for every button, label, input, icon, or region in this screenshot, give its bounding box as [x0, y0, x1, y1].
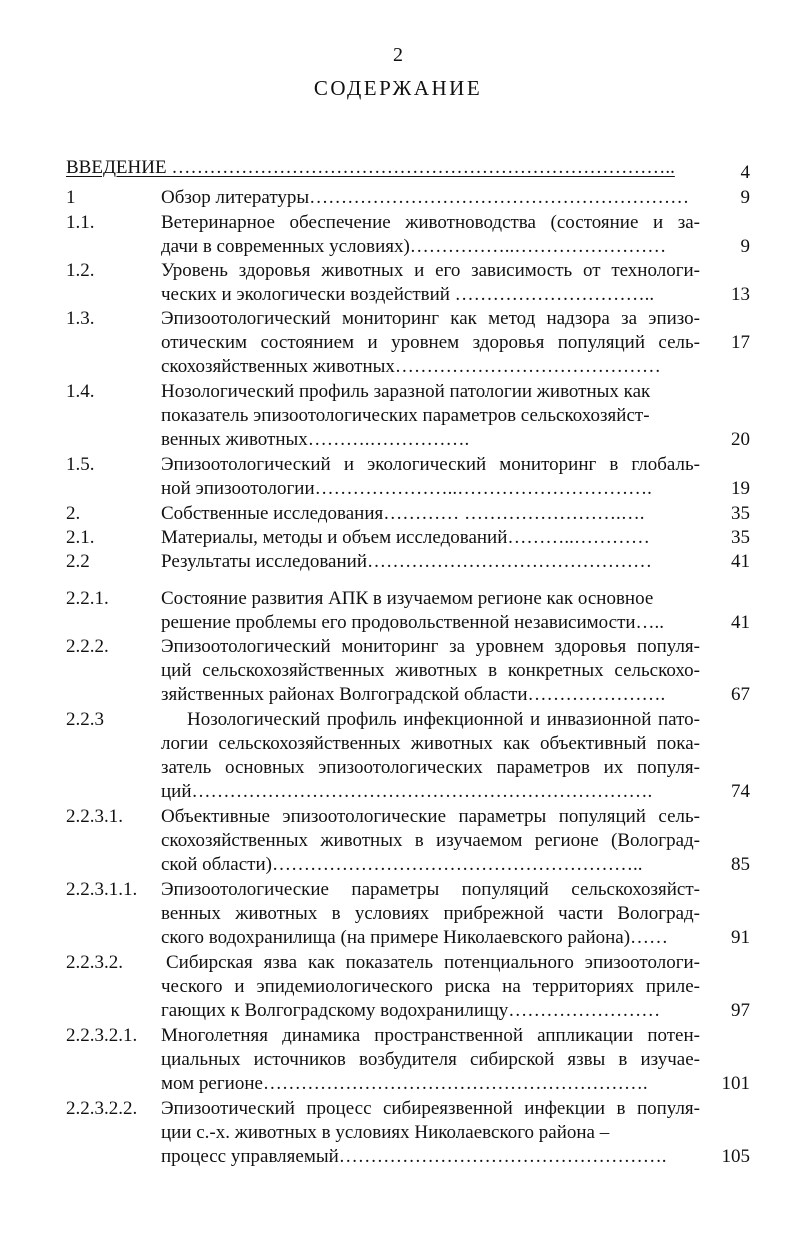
- toc-entry-line: ческих и экологически воздействий …………………………..: [161, 284, 655, 305]
- toc-entry-line: зяйственных районах Волгоградской области………………….: [161, 684, 666, 705]
- toc-entry-line: ского водохранилища (на примере Николаевского района)……: [161, 927, 669, 948]
- toc-entry-line: венных животных……….…………….: [161, 429, 470, 450]
- toc-entry-page: 35: [731, 527, 750, 548]
- toc-entry-line: Эпизоотологический мониторинг за уровнем здоровья популя-: [161, 636, 700, 657]
- toc-entry-page: 91: [731, 927, 750, 948]
- toc-entry-line: Ветеринарное обеспечение животноводства (состояние и за-: [161, 212, 700, 233]
- toc-entry-line: Уровень здоровья животных и его зависимость от технологи-: [161, 260, 700, 281]
- toc-entry-page: 9: [740, 187, 750, 208]
- toc-entry-line: отическим состоянием и уровнем здоровья популяций сель-: [161, 332, 700, 353]
- page-title: СОДЕРЖАНИЕ: [313, 76, 483, 100]
- toc-intro-page: 4: [740, 162, 750, 183]
- toc-entry-line: венных животных в условиях прибрежной части Волоград-: [161, 903, 700, 924]
- toc-entry-line: Эпизоотический процесс сибиреязвенной инфекции в популя-: [161, 1098, 700, 1119]
- toc-entry-line: ской области)…………………………………………………..: [161, 854, 643, 875]
- toc-entry-page: 41: [731, 551, 750, 572]
- toc-entry-line: решение проблемы его продовольственной независимости…..: [161, 612, 665, 633]
- toc-entry-line: ной эпизоотологии…………………..………………………….: [161, 478, 652, 499]
- toc-entry-line: показатель эпизоотологических параметров сельскохозяйст-: [161, 405, 650, 426]
- toc-entry-page: 67: [731, 684, 750, 705]
- toc-entry-page: 74: [731, 781, 750, 802]
- toc-entry-line: Эпизоотологический мониторинг как метод надзора за эпизо-: [161, 308, 700, 329]
- toc-entry-line: Материалы, методы и объем исследований………..…………: [161, 527, 650, 548]
- toc-entry-line: Многолетняя динамика пространственной аппликации потен-: [161, 1025, 700, 1046]
- toc-entry-line: процесс управляемый…………………………………………….: [161, 1146, 667, 1167]
- toc-entry-line: дачи в современных условиях)……………..……………………: [161, 236, 667, 257]
- toc-entry-line: мом регионе…………………………………………………….: [161, 1073, 648, 1094]
- page-number: 2: [393, 44, 403, 66]
- toc-entry-page: 20: [731, 429, 750, 450]
- toc-entry-number: 2.2.3: [66, 709, 104, 730]
- toc-entry-number: 1.2.: [66, 260, 95, 281]
- toc-entry-page: 35: [731, 503, 750, 524]
- toc-entry-line: Нозологический профиль заразной патологии животных как: [161, 381, 651, 402]
- toc-entry-line: Собственные исследования………… …………………….….: [161, 503, 645, 524]
- toc-entry-number: 2.2.1.: [66, 588, 109, 609]
- toc-entry-line: скохозяйственных животных в изучаемом регионе (Волоград-: [161, 830, 700, 851]
- toc-entry-line: Эпизоотологический и экологический мониторинг в глобаль-: [161, 454, 700, 475]
- toc-entry-number: 2.2.3.1.: [66, 806, 123, 827]
- toc-entry-number: 1.4.: [66, 381, 95, 402]
- toc-entry-number: 2.2.3.2.2.: [66, 1098, 138, 1119]
- toc-entry-number: 2.2.3.2.: [66, 952, 123, 973]
- toc-entry-page: 9: [740, 236, 750, 257]
- toc-entry-line: Нозологический профиль инфекционной и инвазионной пато-: [187, 709, 700, 730]
- toc-entry-page: 41: [731, 612, 750, 633]
- toc-entry-page: 13: [731, 284, 750, 305]
- toc-entry-number: 2.2.3.2.1.: [66, 1025, 138, 1046]
- toc-entry-page: 85: [731, 854, 750, 875]
- toc-entry-number: 2.: [66, 503, 81, 524]
- toc-entry-line: ческого и эпидемиологического риска на территориях приле-: [161, 976, 700, 997]
- toc-entry-line: затель основных эпизоотологических параметров их популя-: [161, 757, 700, 778]
- toc-entry-line: ции с.-х. животных в условиях Николаевского района –: [161, 1122, 610, 1143]
- toc-entry-number: 2.1.: [66, 527, 95, 548]
- toc-intro-label: ВВЕДЕНИЕ ……………………………………………………………………..: [66, 157, 675, 178]
- toc-entry-page: 17: [731, 332, 750, 353]
- toc-entry-number: 2.2.2.: [66, 636, 109, 657]
- toc-entry-page: 97: [731, 1000, 750, 1021]
- toc-entry-line: скохозяйственных животных……………………………………: [161, 356, 661, 377]
- toc-entry-line: Состояние развития АПК в изучаемом регионе как основное: [161, 588, 654, 609]
- toc-entry-number: 2.2: [66, 551, 90, 572]
- toc-entry-page: 101: [721, 1073, 750, 1094]
- toc-entry-line: Сибирская язва как показатель потенциального эпизоотологи-: [166, 952, 700, 973]
- toc-entry-number: 1.1.: [66, 212, 95, 233]
- toc-entry-line: Объективные эпизоотологические параметры популяций сель-: [161, 806, 700, 827]
- toc-entry-line: логии сельскохозяйственных животных как объективный пока-: [161, 733, 700, 754]
- toc-entry-line: циальных источников возбудителя сибирской язвы в изучае-: [161, 1049, 700, 1070]
- toc-entry-number: 2.2.3.1.1.: [66, 879, 138, 900]
- toc-entry-line: ций……………………………………………………………….: [161, 781, 653, 802]
- toc-entry-line: ций сельскохозяйственных животных в конкретных сельскохо-: [161, 660, 700, 681]
- toc-entry-line: Обзор литературы……………………………………………………: [161, 187, 690, 208]
- toc-entry-page: 105: [721, 1146, 750, 1167]
- toc-entry-page: 19: [731, 478, 750, 499]
- toc-entry-number: 1.3.: [66, 308, 95, 329]
- toc-entry-number: 1.5.: [66, 454, 95, 475]
- toc-entry-number: 1: [66, 187, 76, 208]
- toc-entry-line: Результаты исследований………………………………………: [161, 551, 652, 572]
- toc-entry-line: Эпизоотологические параметры популяций сельскохозяйст-: [161, 879, 700, 900]
- toc-entry-line: гающих к Волгоградскому водохранилищу……………………: [161, 1000, 661, 1021]
